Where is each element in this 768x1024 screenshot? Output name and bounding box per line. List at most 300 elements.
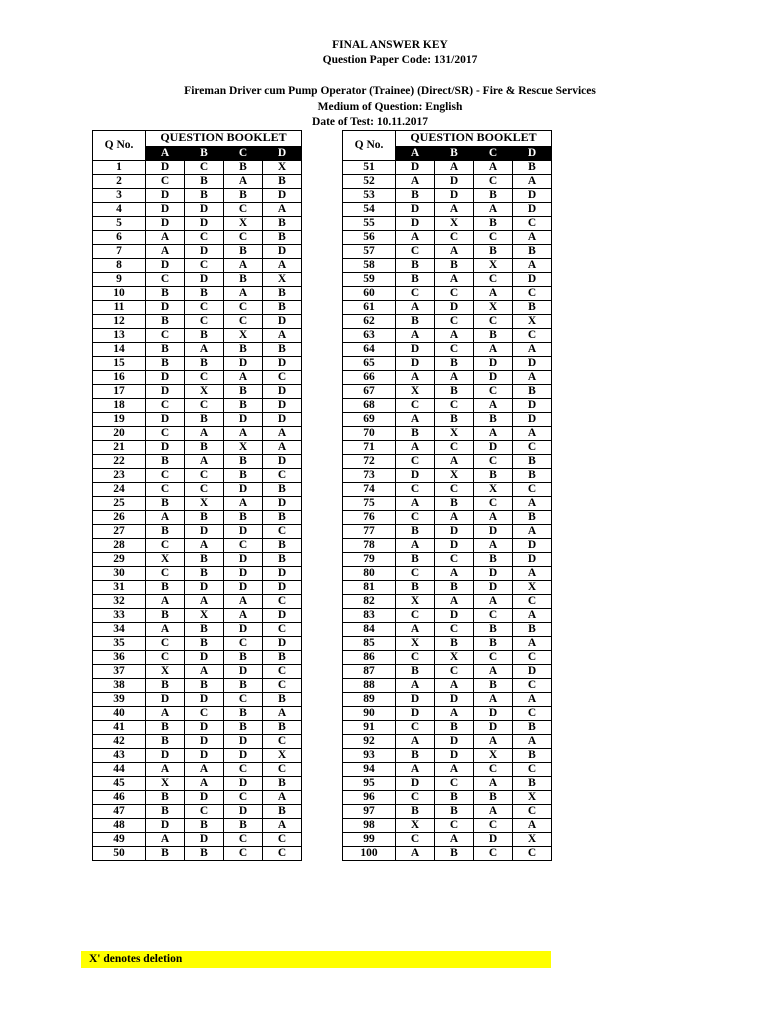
answer-b: B	[185, 189, 224, 203]
answer-a: B	[396, 189, 435, 203]
answer-a: C	[396, 567, 435, 581]
answer-d: B	[263, 651, 302, 665]
answer-c: C	[224, 203, 263, 217]
q-number: 48	[93, 819, 146, 833]
answer-d: C	[513, 679, 552, 693]
q-number: 42	[93, 735, 146, 749]
answer-a: C	[396, 511, 435, 525]
answer-c: A	[474, 693, 513, 707]
answer-d: A	[513, 525, 552, 539]
q-number: 41	[93, 721, 146, 735]
answer-b: A	[435, 203, 474, 217]
answer-d: A	[263, 707, 302, 721]
table-row	[343, 259, 552, 273]
answer-c: C	[474, 847, 513, 861]
q-number: 19	[93, 413, 146, 427]
q-number: 61	[343, 301, 396, 315]
answer-c: C	[224, 231, 263, 245]
answer-b: B	[435, 413, 474, 427]
answer-c: A	[474, 287, 513, 301]
answer-a: B	[396, 749, 435, 763]
answer-d: X	[513, 581, 552, 595]
answer-c: B	[474, 791, 513, 805]
answer-a: X	[146, 665, 185, 679]
table-row	[343, 707, 552, 721]
table-row	[343, 273, 552, 287]
q-number: 65	[343, 357, 396, 371]
table-row	[93, 553, 302, 567]
answer-b: C	[435, 777, 474, 791]
answer-d: D	[263, 581, 302, 595]
table-row	[93, 161, 302, 175]
post-name: Fireman Driver cum Pump Operator (Trainee) (Direct/SR) - Fire & Rescue Services	[184, 85, 596, 97]
table-row	[93, 343, 302, 357]
answer-b: D	[185, 651, 224, 665]
answer-d: C	[263, 665, 302, 679]
deletion-note: X' denotes deletion	[81, 951, 551, 968]
table-row	[93, 609, 302, 623]
table-row	[343, 791, 552, 805]
answer-b: D	[435, 301, 474, 315]
answer-c: A	[474, 399, 513, 413]
answer-c: D	[474, 833, 513, 847]
table-row	[343, 217, 552, 231]
q-no-header: Q No.	[93, 131, 146, 161]
answer-d: A	[263, 441, 302, 455]
table-row	[343, 623, 552, 637]
answer-d: B	[513, 245, 552, 259]
table-row	[343, 469, 552, 483]
answer-d: C	[263, 371, 302, 385]
answer-a: C	[396, 833, 435, 847]
answer-d: B	[263, 483, 302, 497]
answer-c: A	[474, 595, 513, 609]
answer-d: D	[513, 203, 552, 217]
table-row	[93, 217, 302, 231]
answer-b: A	[185, 455, 224, 469]
answer-c: C	[224, 833, 263, 847]
answer-c: C	[224, 637, 263, 651]
answer-c: C	[224, 301, 263, 315]
q-number: 67	[343, 385, 396, 399]
answer-c: D	[224, 665, 263, 679]
q-number: 92	[343, 735, 396, 749]
answer-b: D	[435, 175, 474, 189]
table-row	[343, 511, 552, 525]
answer-d: D	[263, 399, 302, 413]
answer-d: B	[263, 539, 302, 553]
answer-b: A	[185, 539, 224, 553]
answer-a: A	[396, 847, 435, 861]
q-number: 72	[343, 455, 396, 469]
answer-d: C	[513, 651, 552, 665]
table-row	[343, 203, 552, 217]
table-row	[93, 287, 302, 301]
answer-a: D	[146, 203, 185, 217]
table-row	[93, 371, 302, 385]
answer-b: C	[185, 805, 224, 819]
answer-a: B	[396, 665, 435, 679]
answer-b: C	[435, 665, 474, 679]
answer-a: D	[146, 385, 185, 399]
answer-b: B	[185, 623, 224, 637]
answer-d: B	[263, 217, 302, 231]
q-number: 94	[343, 763, 396, 777]
answer-b: A	[435, 833, 474, 847]
answer-b: C	[185, 301, 224, 315]
answer-a: A	[146, 231, 185, 245]
answer-c: D	[224, 413, 263, 427]
answer-b: D	[185, 203, 224, 217]
answer-d: A	[513, 567, 552, 581]
table-row	[343, 301, 552, 315]
table-row	[93, 637, 302, 651]
answer-b: C	[185, 371, 224, 385]
answer-a: D	[146, 301, 185, 315]
answer-a: D	[396, 693, 435, 707]
answer-b: B	[435, 637, 474, 651]
answer-c: D	[474, 581, 513, 595]
answer-a: A	[396, 763, 435, 777]
answer-c: A	[224, 427, 263, 441]
answer-a: A	[146, 511, 185, 525]
q-number: 98	[343, 819, 396, 833]
answer-a: D	[146, 441, 185, 455]
table-row	[343, 581, 552, 595]
q-number: 49	[93, 833, 146, 847]
table-row	[343, 665, 552, 679]
answer-b: C	[435, 287, 474, 301]
answer-c: B	[474, 413, 513, 427]
answer-c: A	[224, 287, 263, 301]
table-row	[93, 525, 302, 539]
answer-b: B	[185, 441, 224, 455]
table-row	[93, 245, 302, 259]
table-row	[93, 581, 302, 595]
question-booklet-header: QUESTION BOOKLET	[146, 131, 302, 147]
answer-a: X	[396, 819, 435, 833]
answer-d: D	[263, 357, 302, 371]
answer-a: A	[146, 623, 185, 637]
answer-b: C	[185, 259, 224, 273]
answer-c: A	[474, 161, 513, 175]
answer-c: B	[224, 161, 263, 175]
answer-c: D	[224, 357, 263, 371]
answer-c: B	[474, 679, 513, 693]
q-number: 31	[93, 581, 146, 595]
answer-b: D	[185, 693, 224, 707]
answer-d: A	[513, 609, 552, 623]
q-number: 60	[343, 287, 396, 301]
answer-c: B	[224, 679, 263, 693]
q-number: 70	[343, 427, 396, 441]
answer-a: C	[396, 287, 435, 301]
answer-b: C	[185, 483, 224, 497]
answer-d: C	[513, 217, 552, 231]
answer-d: B	[513, 749, 552, 763]
answer-d: B	[263, 805, 302, 819]
answer-c: B	[474, 623, 513, 637]
q-number: 38	[93, 679, 146, 693]
answer-a: D	[396, 777, 435, 791]
answer-c: D	[224, 777, 263, 791]
answer-d: A	[263, 427, 302, 441]
answer-b: X	[435, 469, 474, 483]
table-row	[93, 735, 302, 749]
answer-c: B	[224, 707, 263, 721]
option-header-b: B	[435, 147, 474, 161]
answer-c: D	[474, 441, 513, 455]
answer-b: X	[185, 385, 224, 399]
answer-a: A	[396, 623, 435, 637]
answer-b: A	[435, 679, 474, 693]
answer-c: B	[474, 217, 513, 231]
answer-a: A	[396, 539, 435, 553]
answer-c: C	[474, 455, 513, 469]
answer-a: B	[146, 847, 185, 861]
q-number: 91	[343, 721, 396, 735]
answer-b: C	[435, 819, 474, 833]
answer-d: A	[513, 371, 552, 385]
table-row	[93, 259, 302, 273]
q-number: 52	[343, 175, 396, 189]
answer-c: A	[224, 609, 263, 623]
answer-a: C	[396, 399, 435, 413]
answer-c: A	[224, 595, 263, 609]
answer-b: B	[435, 259, 474, 273]
answer-c: C	[474, 273, 513, 287]
answer-b: A	[435, 707, 474, 721]
answer-b: C	[185, 231, 224, 245]
answer-c: A	[474, 343, 513, 357]
answer-d: C	[513, 805, 552, 819]
answer-b: B	[435, 791, 474, 805]
answer-d: C	[263, 735, 302, 749]
answer-a: B	[146, 791, 185, 805]
answer-a: C	[146, 175, 185, 189]
answer-d: X	[513, 791, 552, 805]
answer-b: D	[185, 581, 224, 595]
q-number: 23	[93, 469, 146, 483]
table-row	[93, 595, 302, 609]
answer-d: X	[513, 833, 552, 847]
q-no-header: Q No.	[343, 131, 396, 161]
answer-a: X	[396, 637, 435, 651]
q-number: 5	[93, 217, 146, 231]
table-row	[93, 189, 302, 203]
answer-key-table-right	[342, 130, 552, 861]
table-row	[343, 399, 552, 413]
answer-d: B	[263, 287, 302, 301]
q-number: 51	[343, 161, 396, 175]
answer-d: D	[263, 609, 302, 623]
answer-c: D	[224, 749, 263, 763]
answer-b: A	[435, 329, 474, 343]
answer-d: B	[513, 469, 552, 483]
table-row	[93, 679, 302, 693]
q-number: 4	[93, 203, 146, 217]
q-number: 27	[93, 525, 146, 539]
answer-a: A	[396, 175, 435, 189]
q-number: 1	[93, 161, 146, 175]
answer-b: C	[185, 707, 224, 721]
table-row	[93, 833, 302, 847]
q-number: 63	[343, 329, 396, 343]
answer-d: B	[513, 623, 552, 637]
answer-d: C	[263, 763, 302, 777]
answer-a: C	[146, 273, 185, 287]
answer-d: B	[513, 455, 552, 469]
answer-a: A	[396, 301, 435, 315]
table-row	[93, 511, 302, 525]
answer-d: B	[513, 385, 552, 399]
q-number: 46	[93, 791, 146, 805]
table-row	[93, 203, 302, 217]
answer-a: C	[146, 329, 185, 343]
table-row	[93, 805, 302, 819]
answer-b: C	[435, 483, 474, 497]
answer-b: A	[435, 273, 474, 287]
table-row	[93, 483, 302, 497]
answer-d: X	[263, 749, 302, 763]
q-number: 44	[93, 763, 146, 777]
answer-a: A	[146, 833, 185, 847]
answer-d: A	[263, 819, 302, 833]
q-number: 43	[93, 749, 146, 763]
q-number: 53	[343, 189, 396, 203]
table-row	[343, 161, 552, 175]
answer-a: B	[146, 735, 185, 749]
q-number: 82	[343, 595, 396, 609]
answer-d: X	[263, 161, 302, 175]
answer-a: C	[396, 609, 435, 623]
answer-a: A	[396, 231, 435, 245]
answer-d: D	[263, 413, 302, 427]
table-row	[93, 315, 302, 329]
table-row	[93, 763, 302, 777]
q-number: 33	[93, 609, 146, 623]
q-number: 57	[343, 245, 396, 259]
answer-b: A	[435, 763, 474, 777]
page-title: FINAL ANSWER KEY	[332, 39, 448, 51]
answer-a: B	[146, 455, 185, 469]
table-row	[343, 763, 552, 777]
table-row	[343, 735, 552, 749]
answer-d: C	[263, 833, 302, 847]
answer-a: B	[146, 315, 185, 329]
answer-c: D	[224, 525, 263, 539]
answer-c: B	[224, 469, 263, 483]
q-number: 18	[93, 399, 146, 413]
answer-d: D	[513, 665, 552, 679]
table-row	[93, 567, 302, 581]
q-number: 99	[343, 833, 396, 847]
answer-d: B	[263, 175, 302, 189]
table-row	[343, 553, 552, 567]
answer-a: D	[396, 217, 435, 231]
answer-d: B	[513, 161, 552, 175]
answer-a: B	[146, 287, 185, 301]
answer-a: B	[146, 805, 185, 819]
q-number: 73	[343, 469, 396, 483]
answer-d: C	[263, 847, 302, 861]
answer-b: D	[435, 693, 474, 707]
answer-c: X	[224, 441, 263, 455]
answer-b: C	[435, 399, 474, 413]
answer-c: A	[224, 259, 263, 273]
answer-c: C	[474, 763, 513, 777]
answer-c: B	[224, 343, 263, 357]
answer-a: B	[146, 581, 185, 595]
answer-b: A	[435, 245, 474, 259]
q-number: 56	[343, 231, 396, 245]
answer-b: A	[185, 343, 224, 357]
answer-a: B	[396, 805, 435, 819]
answer-c: B	[224, 819, 263, 833]
q-number: 24	[93, 483, 146, 497]
q-number: 95	[343, 777, 396, 791]
table-row	[343, 847, 552, 861]
answer-b: D	[185, 273, 224, 287]
answer-c: A	[474, 539, 513, 553]
table-row	[343, 749, 552, 763]
q-number: 12	[93, 315, 146, 329]
answer-b: C	[435, 315, 474, 329]
table-row	[93, 847, 302, 861]
answer-b: B	[435, 357, 474, 371]
q-number: 13	[93, 329, 146, 343]
q-number: 93	[343, 749, 396, 763]
answer-c: A	[474, 203, 513, 217]
answer-c: C	[474, 315, 513, 329]
answer-b: A	[185, 777, 224, 791]
answer-d: C	[263, 679, 302, 693]
table-row	[93, 427, 302, 441]
answer-d: A	[263, 791, 302, 805]
answer-a: X	[396, 385, 435, 399]
q-number: 28	[93, 539, 146, 553]
table-row	[343, 343, 552, 357]
answer-c: B	[224, 245, 263, 259]
answer-d: C	[263, 525, 302, 539]
table-row	[343, 651, 552, 665]
answer-a: D	[396, 203, 435, 217]
answer-a: C	[396, 245, 435, 259]
answer-b: C	[435, 231, 474, 245]
answer-a: B	[146, 357, 185, 371]
answer-d: A	[263, 259, 302, 273]
answer-d: B	[513, 777, 552, 791]
q-number: 25	[93, 497, 146, 511]
answer-b: B	[185, 637, 224, 651]
answer-d: D	[513, 273, 552, 287]
answer-c: D	[224, 623, 263, 637]
answer-c: B	[474, 469, 513, 483]
answer-b: B	[185, 819, 224, 833]
answer-d: C	[513, 441, 552, 455]
answer-a: B	[396, 259, 435, 273]
q-number: 75	[343, 497, 396, 511]
answer-d: D	[513, 189, 552, 203]
answer-d: A	[513, 231, 552, 245]
answer-d: A	[513, 259, 552, 273]
table-row	[343, 455, 552, 469]
table-row	[343, 483, 552, 497]
answer-d: A	[513, 427, 552, 441]
answer-b: A	[185, 427, 224, 441]
option-header-c: C	[224, 147, 263, 161]
table-row	[343, 357, 552, 371]
